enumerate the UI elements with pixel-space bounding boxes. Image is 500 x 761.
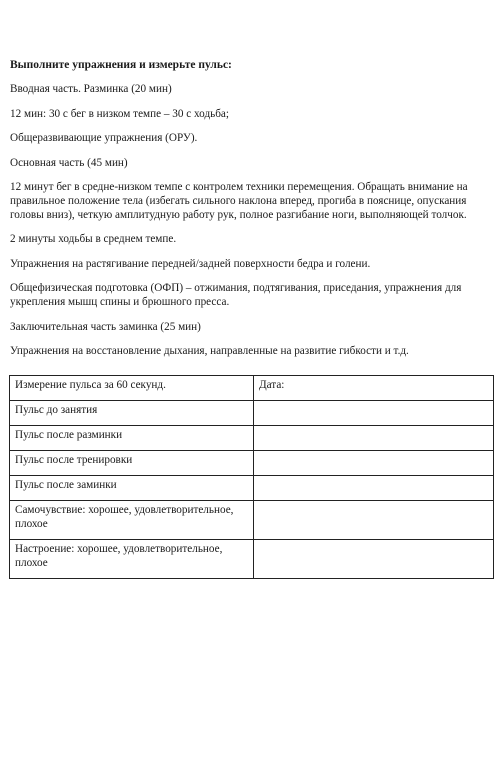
paragraph-intro-part: Вводная часть. Разминка (20 мин) [10,83,172,95]
header-cell-measurement: Измерение пульса за 60 секунд. [10,376,254,401]
paragraph-run-technique: 12 минут бег в средне-низком темпе с контролем техники перемещения. Обращать внимание на правильное положение тела (избегать сильного наклона вперед, прогиба в пояснице, опускания головы вниз), четкую амплитудную работу рук, полное разгибание ноги, выполняющей толчок. [10,181,468,221]
pulse-table [9,375,494,579]
header-cell-date[interactable]: Дата: [254,376,494,401]
table-row [10,401,494,426]
document-title: Выполните упражнения и измерьте пульс: [10,59,232,71]
row-label-pulse-after-warmup: Пульс после разминки [10,426,254,451]
row-label-pulse-after-cooldown: Пульс после заминки [10,476,254,501]
table-header-row [10,376,494,401]
paragraph-walking: 2 минуты ходьбы в среднем темпе. [10,233,177,246]
row-label-pulse-before: Пульс до занятия [10,401,254,426]
row-value-pulse-after-training[interactable] [254,451,494,476]
document-body [10,58,492,370]
table-row [10,426,494,451]
row-label-pulse-after-training: Пульс после тренировки [10,451,254,476]
paragraph-cooldown: Заключительная часть заминка (25 мин) [10,320,201,333]
row-value-pulse-after-cooldown[interactable] [254,476,494,501]
table-row [10,501,494,540]
table-row [10,451,494,476]
row-value-wellbeing[interactable] [254,501,494,540]
row-value-mood[interactable] [254,540,494,579]
row-value-pulse-after-warmup[interactable] [254,426,494,451]
paragraph-main-part: Основная часть (45 мин) [10,156,128,169]
table-row [10,476,494,501]
paragraph-run-walk: 12 мин: 30 с бег в низком темпе – 30 с ходьба; [10,107,230,120]
paragraph-ofp: Общефизическая подготовка (ОФП) – отжимания, подтягивания, приседания, упражнения для укрепления мышц спины и брюшного пресса. [10,282,462,308]
table-row [10,540,494,579]
row-value-pulse-before[interactable] [254,401,494,426]
paragraph-oru: Общеразвивающие упражнения (ОРУ). [10,132,198,145]
row-label-mood: Настроение: хорошее, удовлетворительное, плохое [10,540,254,579]
paragraph-stretching: Упражнения на растягивание передней/задней поверхности бедра и голени. [10,257,371,270]
row-label-wellbeing: Самочувствие: хорошее, удовлетворительное, плохое [10,501,254,540]
paragraph-breathing: Упражнения на восстановление дыхания, направленные на развитие гибкости и т.д. [10,345,409,358]
